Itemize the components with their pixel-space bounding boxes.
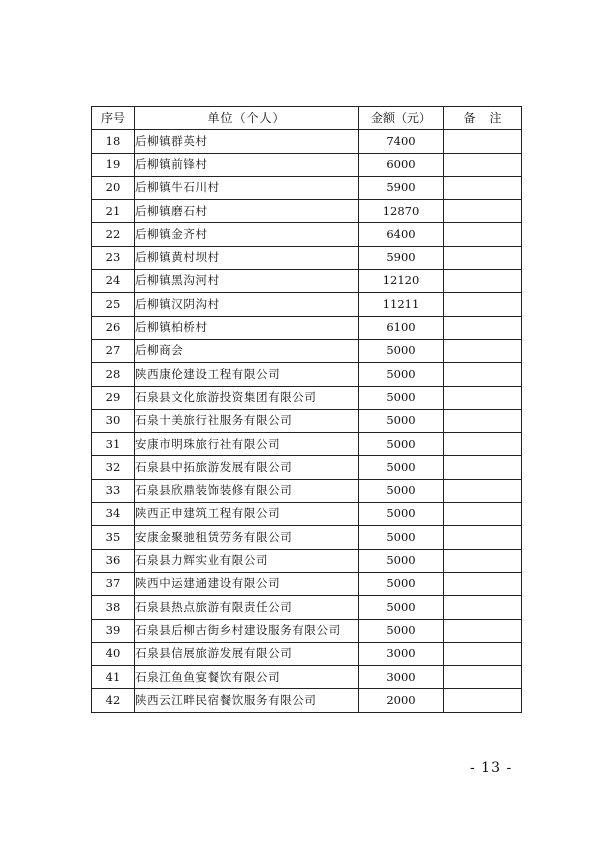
- table-row: [92, 619, 522, 642]
- row-unit-name: 陕西正申建筑工程有限公司: [135, 503, 359, 526]
- row-amount: 5000: [359, 596, 444, 619]
- row-amount: 5000: [359, 363, 444, 386]
- row-serial-number: 22: [92, 223, 135, 246]
- table-row: [92, 293, 522, 316]
- row-serial-number: 41: [92, 666, 135, 689]
- row-serial-number: 38: [92, 596, 135, 619]
- row-amount: 6100: [359, 316, 444, 339]
- table-row: [92, 596, 522, 619]
- row-amount: 5900: [359, 176, 444, 199]
- row-unit-name: 石泉县中拓旅游发展有限公司: [135, 456, 359, 479]
- row-unit-name: 石泉十美旅行社服务有限公司: [135, 409, 359, 432]
- row-note: [444, 619, 522, 642]
- row-note: [444, 270, 522, 293]
- row-serial-number: 31: [92, 433, 135, 456]
- row-amount: 2000: [359, 689, 444, 712]
- table-row: [92, 479, 522, 502]
- row-serial-number: 19: [92, 153, 135, 176]
- row-serial-number: 39: [92, 619, 135, 642]
- header-unit: 单位（个人）: [135, 107, 359, 130]
- row-amount: 5900: [359, 246, 444, 269]
- row-amount: 3000: [359, 642, 444, 665]
- table-row: [92, 130, 522, 153]
- table-header-row: [92, 107, 522, 130]
- row-serial-number: 42: [92, 689, 135, 712]
- row-note: [444, 642, 522, 665]
- table-row: [92, 200, 522, 223]
- row-amount: 6400: [359, 223, 444, 246]
- row-amount: 5000: [359, 503, 444, 526]
- row-serial-number: 40: [92, 642, 135, 665]
- table-row: [92, 456, 522, 479]
- row-serial-number: 33: [92, 479, 135, 502]
- row-note: [444, 666, 522, 689]
- row-unit-name: 安康金聚驰租赁劳务有限公司: [135, 526, 359, 549]
- row-note: [444, 176, 522, 199]
- table-row: [92, 386, 522, 409]
- table-row: [92, 689, 522, 712]
- row-unit-name: 后柳镇黑沟河村: [135, 270, 359, 293]
- row-amount: 6000: [359, 153, 444, 176]
- row-amount: 12870: [359, 200, 444, 223]
- table-row: [92, 339, 522, 362]
- row-unit-name: 陕西康伦建设工程有限公司: [135, 363, 359, 386]
- row-serial-number: 34: [92, 503, 135, 526]
- row-unit-name: 后柳镇前锋村: [135, 153, 359, 176]
- row-amount: 5000: [359, 572, 444, 595]
- row-serial-number: 24: [92, 270, 135, 293]
- row-note: [444, 246, 522, 269]
- table-row: [92, 433, 522, 456]
- row-note: [444, 153, 522, 176]
- row-unit-name: 石泉县后柳古街乡村建设服务有限公司: [135, 619, 359, 642]
- row-serial-number: 37: [92, 572, 135, 595]
- row-serial-number: 18: [92, 130, 135, 153]
- table-row: [92, 526, 522, 549]
- row-amount: 5000: [359, 386, 444, 409]
- table-body: [92, 130, 522, 712]
- row-unit-name: 石泉县力辉实业有限公司: [135, 549, 359, 572]
- row-amount: 5000: [359, 549, 444, 572]
- row-note: [444, 549, 522, 572]
- row-note: [444, 572, 522, 595]
- row-amount: 5000: [359, 339, 444, 362]
- row-amount: 5000: [359, 619, 444, 642]
- row-serial-number: 29: [92, 386, 135, 409]
- row-serial-number: 26: [92, 316, 135, 339]
- table-row: [92, 666, 522, 689]
- table-row: [92, 363, 522, 386]
- row-note: [444, 386, 522, 409]
- table-row: [92, 246, 522, 269]
- row-unit-name: 后柳镇群英村: [135, 130, 359, 153]
- row-amount: 5000: [359, 479, 444, 502]
- row-note: [444, 503, 522, 526]
- row-serial-number: 32: [92, 456, 135, 479]
- table-row: [92, 642, 522, 665]
- table-row: [92, 176, 522, 199]
- table-row: [92, 503, 522, 526]
- row-serial-number: 23: [92, 246, 135, 269]
- row-serial-number: 36: [92, 549, 135, 572]
- row-serial-number: 25: [92, 293, 135, 316]
- row-serial-number: 35: [92, 526, 135, 549]
- table-row: [92, 270, 522, 293]
- header-note: 备注: [444, 107, 522, 130]
- table-row: [92, 572, 522, 595]
- row-unit-name: 石泉江鱼鱼宴餐饮有限公司: [135, 666, 359, 689]
- page-number: - 13 -: [470, 760, 513, 776]
- table-row: [92, 549, 522, 572]
- row-unit-name: 石泉县文化旅游投资集团有限公司: [135, 386, 359, 409]
- row-note: [444, 130, 522, 153]
- row-note: [444, 596, 522, 619]
- row-unit-name: 陕西中运建通建设有限公司: [135, 572, 359, 595]
- row-note: [444, 479, 522, 502]
- row-serial-number: 20: [92, 176, 135, 199]
- header-amount: 金额（元）: [359, 107, 444, 130]
- row-amount: 3000: [359, 666, 444, 689]
- row-unit-name: 后柳镇汉阴沟村: [135, 293, 359, 316]
- row-note: [444, 316, 522, 339]
- row-note: [444, 456, 522, 479]
- row-unit-name: 石泉县信展旅游发展有限公司: [135, 642, 359, 665]
- table-row: [92, 316, 522, 339]
- row-note: [444, 689, 522, 712]
- row-amount: 5000: [359, 409, 444, 432]
- row-note: [444, 433, 522, 456]
- row-unit-name: 后柳镇磨石村: [135, 200, 359, 223]
- row-unit-name: 后柳镇黄村坝村: [135, 246, 359, 269]
- row-unit-name: 陕西云江畔民宿餐饮服务有限公司: [135, 689, 359, 712]
- row-note: [444, 363, 522, 386]
- row-unit-name: 后柳镇牛石川村: [135, 176, 359, 199]
- table-row: [92, 223, 522, 246]
- row-unit-name: 后柳镇柏桥村: [135, 316, 359, 339]
- row-amount: 12120: [359, 270, 444, 293]
- row-amount: 7400: [359, 130, 444, 153]
- donation-table: [91, 106, 522, 713]
- row-note: [444, 293, 522, 316]
- row-amount: 5000: [359, 456, 444, 479]
- row-unit-name: 安康市明珠旅行社有限公司: [135, 433, 359, 456]
- table-row: [92, 153, 522, 176]
- row-unit-name: 石泉县欣鼎装饰装修有限公司: [135, 479, 359, 502]
- row-note: [444, 409, 522, 432]
- row-unit-name: 石泉县热点旅游有限责任公司: [135, 596, 359, 619]
- row-unit-name: 后柳商会: [135, 339, 359, 362]
- row-note: [444, 526, 522, 549]
- row-amount: 5000: [359, 433, 444, 456]
- row-note: [444, 339, 522, 362]
- row-amount: 11211: [359, 293, 444, 316]
- row-serial-number: 28: [92, 363, 135, 386]
- header-serial-number: 序号: [92, 107, 135, 130]
- row-amount: 5000: [359, 526, 444, 549]
- row-serial-number: 21: [92, 200, 135, 223]
- row-serial-number: 27: [92, 339, 135, 362]
- row-note: [444, 223, 522, 246]
- row-note: [444, 200, 522, 223]
- row-serial-number: 30: [92, 409, 135, 432]
- row-unit-name: 后柳镇金齐村: [135, 223, 359, 246]
- table-row: [92, 409, 522, 432]
